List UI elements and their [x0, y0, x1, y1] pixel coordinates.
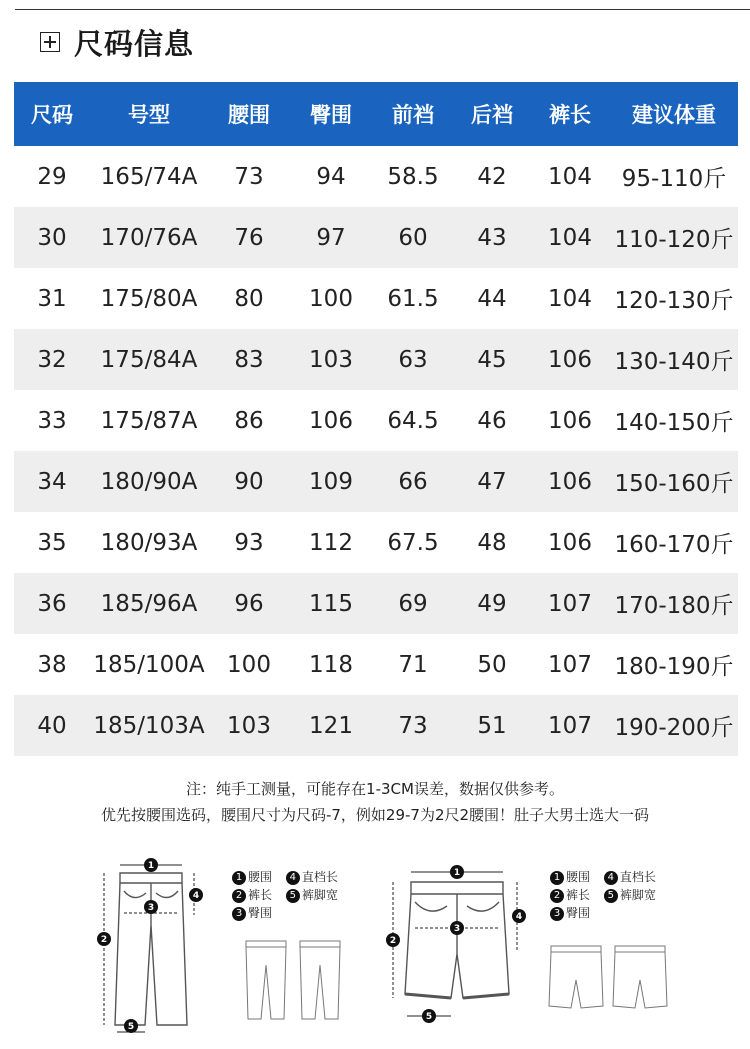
cell-waist: 93 — [208, 512, 290, 573]
cell-size: 32 — [14, 329, 90, 390]
cell-weight: 130-140斤 — [610, 329, 738, 390]
table-row — [14, 390, 738, 451]
cell-model: 175/87A — [90, 390, 208, 451]
cell-front-rise: 71 — [372, 634, 454, 695]
cell-size: 33 — [14, 390, 90, 451]
cell-hip: 106 — [290, 390, 372, 451]
note-measurement: 注：纯手工测量，可能存在1-3CM误差，数据仅供参考。 — [186, 780, 564, 798]
table-row — [14, 268, 738, 329]
header-front-rise: 前裆 — [372, 82, 454, 146]
cell-weight: 140-150斤 — [610, 390, 738, 451]
cell-model: 170/76A — [90, 207, 208, 268]
cell-length: 104 — [530, 146, 610, 207]
cell-hip: 115 — [290, 573, 372, 634]
header-length: 裤长 — [530, 82, 610, 146]
cell-front-rise: 67.5 — [372, 512, 454, 573]
cell-size: 35 — [14, 512, 90, 573]
cell-waist: 103 — [208, 695, 290, 756]
cell-length: 107 — [530, 634, 610, 695]
cell-size: 38 — [14, 634, 90, 695]
cell-model: 175/80A — [90, 268, 208, 329]
cell-hip: 103 — [290, 329, 372, 390]
cell-size: 40 — [14, 695, 90, 756]
cell-waist: 96 — [208, 573, 290, 634]
table-row — [14, 512, 738, 573]
header-model: 号型 — [90, 82, 208, 146]
cell-weight: 150-160斤 — [610, 451, 738, 512]
cell-model: 175/84A — [90, 329, 208, 390]
cell-hip: 100 — [290, 268, 372, 329]
cell-hip: 121 — [290, 695, 372, 756]
cell-hip: 109 — [290, 451, 372, 512]
cell-model: 180/93A — [90, 512, 208, 573]
cell-waist: 100 — [208, 634, 290, 695]
cell-front-rise: 58.5 — [372, 146, 454, 207]
cell-size: 31 — [14, 268, 90, 329]
cell-back-rise: 42 — [454, 146, 530, 207]
cell-weight: 160-170斤 — [610, 512, 738, 573]
shorts-marker-4-label: 4 — [515, 912, 523, 922]
cell-back-rise: 51 — [454, 695, 530, 756]
marker-2-label: 2 — [100, 935, 108, 945]
header-size: 尺码 — [14, 82, 90, 146]
cell-weight: 190-200斤 — [610, 695, 738, 756]
cell-model: 165/74A — [90, 146, 208, 207]
cell-waist: 76 — [208, 207, 290, 268]
cell-hip: 97 — [290, 207, 372, 268]
cell-waist: 80 — [208, 268, 290, 329]
marker-3-label: 3 — [147, 903, 155, 913]
cell-front-rise: 73 — [372, 695, 454, 756]
cell-weight: 110-120斤 — [610, 207, 738, 268]
cell-waist: 83 — [208, 329, 290, 390]
cell-front-rise: 60 — [372, 207, 454, 268]
cell-back-rise: 48 — [454, 512, 530, 573]
marker-4-label: 4 — [192, 891, 200, 901]
cell-back-rise: 44 — [454, 268, 530, 329]
cell-size: 30 — [14, 207, 90, 268]
table-row — [14, 634, 738, 695]
shorts-marker-2-label: 2 — [389, 936, 397, 946]
shorts-marker-1-label: 1 — [453, 868, 461, 878]
trousers-diagram — [90, 855, 210, 1035]
cell-front-rise: 61.5 — [372, 268, 454, 329]
table-row — [14, 329, 738, 390]
cell-length: 106 — [530, 451, 610, 512]
cell-hip: 112 — [290, 512, 372, 573]
marker-5-label: 5 — [127, 1022, 135, 1032]
trousers-thumbnails — [240, 935, 350, 1025]
cell-back-rise: 46 — [454, 390, 530, 451]
shorts-marker-3-label: 3 — [453, 924, 461, 934]
plus-icon — [40, 32, 60, 52]
cell-weight: 95-110斤 — [610, 146, 738, 207]
cell-length: 104 — [530, 268, 610, 329]
cell-size: 34 — [14, 451, 90, 512]
size-table — [14, 82, 738, 756]
cell-length: 107 — [530, 695, 610, 756]
cell-size: 29 — [14, 146, 90, 207]
table-row — [14, 695, 738, 756]
shorts-diagram — [385, 862, 530, 1032]
header-hip: 臀围 — [290, 82, 372, 146]
legend-shorts: 1 腰围 4 直档长 2 裤长 5 裤脚宽 3 臀围 — [550, 868, 654, 922]
cell-weight: 120-130斤 — [610, 268, 738, 329]
header-back-rise: 后裆 — [454, 82, 530, 146]
cell-model: 180/90A — [90, 451, 208, 512]
cell-back-rise: 43 — [454, 207, 530, 268]
shorts-thumbnails — [545, 940, 675, 1015]
note-size-advice: 优先按腰围选码，腰围尺寸为尺码-7，例如29-7为2尺2腰围！肚子大男士选大一码 — [100, 806, 650, 824]
cell-front-rise: 63 — [372, 329, 454, 390]
cell-back-rise: 49 — [454, 573, 530, 634]
cell-front-rise: 64.5 — [372, 390, 454, 451]
cell-model: 185/96A — [90, 573, 208, 634]
cell-weight: 180-190斤 — [610, 634, 738, 695]
header-waist: 腰围 — [208, 82, 290, 146]
table-row — [14, 573, 738, 634]
marker-1-label: 1 — [147, 861, 155, 871]
cell-waist: 90 — [208, 451, 290, 512]
cell-waist: 86 — [208, 390, 290, 451]
table-row — [14, 207, 738, 268]
cell-hip: 118 — [290, 634, 372, 695]
cell-front-rise: 66 — [372, 451, 454, 512]
header-weight: 建议体重 — [610, 82, 738, 146]
cell-length: 107 — [530, 573, 610, 634]
top-divider — [15, 9, 750, 10]
cell-model: 185/100A — [90, 634, 208, 695]
cell-length: 104 — [530, 207, 610, 268]
title-row — [40, 22, 194, 62]
table-row — [14, 146, 738, 207]
cell-waist: 73 — [208, 146, 290, 207]
shorts-marker-5-label: 5 — [425, 1012, 433, 1022]
cell-front-rise: 69 — [372, 573, 454, 634]
cell-back-rise: 47 — [454, 451, 530, 512]
table-header-row — [14, 82, 738, 146]
cell-hip: 94 — [290, 146, 372, 207]
cell-back-rise: 45 — [454, 329, 530, 390]
page-title: 尺码信息 — [74, 26, 195, 61]
table-row — [14, 451, 738, 512]
cell-size: 36 — [14, 573, 90, 634]
cell-model: 185/103A — [90, 695, 208, 756]
legend-trousers: 1 腰围 4 直档长 2 裤长 5 裤脚宽 3 臀围 — [232, 868, 336, 922]
cell-weight: 170-180斤 — [610, 573, 738, 634]
cell-length: 106 — [530, 390, 610, 451]
cell-back-rise: 50 — [454, 634, 530, 695]
cell-length: 106 — [530, 329, 610, 390]
cell-length: 106 — [530, 512, 610, 573]
